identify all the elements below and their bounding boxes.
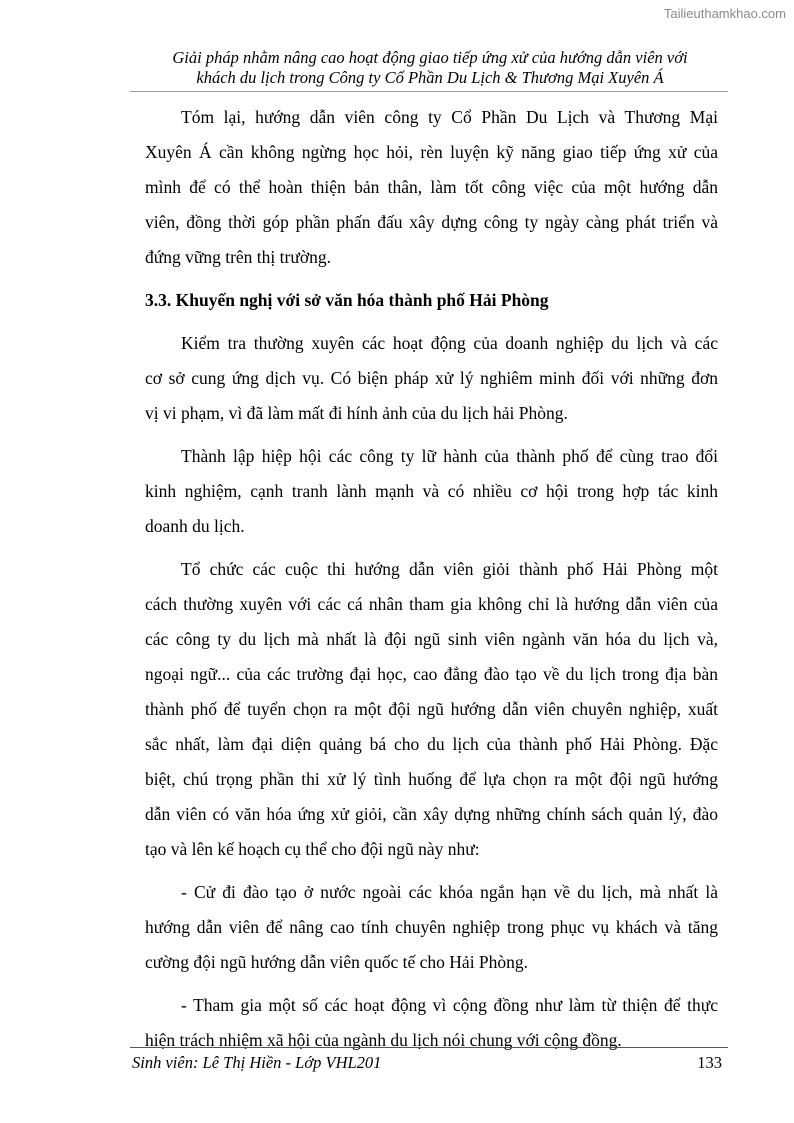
- document-body: [145, 100, 718, 1066]
- paragraph: [145, 552, 718, 867]
- footer: [132, 1053, 722, 1073]
- text-line: đứng vững trên thị trường.: [145, 247, 331, 267]
- page-number: 133: [697, 1053, 722, 1072]
- text-line: vị vi phạm, vì đã làm mất đi hính ảnh của du lịch hải Phòng.: [145, 403, 568, 423]
- text-line: hiện trách nhiệm xã hội của ngành du lịch nói chung với cộng đồng.: [145, 1030, 622, 1050]
- paragraph: [145, 875, 718, 980]
- text-line: Kiểm tra thường xuyên các hoạt động của doanh nghiệp du lịch và các: [181, 333, 718, 353]
- text-line: cách thường xuyên với các cá nhân tham gia không chỉ là hướng dẫn viên của: [145, 594, 718, 614]
- text-line: doanh du lịch.: [145, 516, 245, 536]
- text-line: - Tham gia một số các hoạt động vì cộng đồng như làm từ thiện để thực: [181, 995, 718, 1015]
- footer-student: Sinh viên: Lê Thị Hiền - Lớp VHL201: [132, 1053, 382, 1072]
- text-line: dẫn viên có văn hóa ứng xử giỏi, cần xây dựng những chính sách quản lý, đào: [145, 804, 718, 824]
- text-line: thành phố để tuyển chọn ra một đội ngũ hướng dẫn viên chuyên nghiệp, xuất: [145, 699, 718, 719]
- text-line: Xuyên Á cần không ngừng học hỏi, rèn luyện kỹ năng giao tiếp ứng xử của: [145, 142, 718, 162]
- text-line: hướng dẫn viên để nâng cao tính chuyên nghiệp trong phục vụ khách và tăng: [145, 917, 718, 937]
- header-line-2: khách du lịch trong Công ty Cổ Phần Du Lịch & Thương Mại Xuyên Á: [196, 68, 664, 87]
- text-line: cường đội ngũ hướng dẫn viên quốc tế cho Hải Phòng.: [145, 952, 529, 972]
- text-line: Thành lập hiệp hội các công ty lữ hành của thành phố để cùng trao đổi: [181, 446, 718, 466]
- footer-divider: [130, 1047, 728, 1048]
- text-line: Tóm lại, hướng dẫn viên công ty Cổ Phần Du Lịch và Thương Mại: [181, 107, 718, 127]
- text-line: Tổ chức các cuộc thi hướng dẫn viên giỏi thành phố Hải Phòng một: [181, 559, 718, 579]
- text-line: biệt, chú trọng phần thi xử lý tình huống để lựa chọn ra một đội ngũ hướng: [145, 769, 718, 789]
- text-line: - Cử đi đào tạo ở nước ngoài các khóa ngắn hạn về du lịch, mà nhất là: [181, 882, 718, 902]
- watermark: Tailieuthamkhao.com: [663, 6, 786, 21]
- section-heading: 3.3. Khuyến nghị với sở văn hóa thành phố Hải Phòng: [145, 290, 549, 310]
- header-divider: [130, 91, 728, 92]
- header-line-1: Giải pháp nhằm nâng cao hoạt động giao tiếp ứng xử của hướng dẫn viên với: [172, 48, 688, 67]
- paragraph: [145, 439, 718, 544]
- text-line: viên, đồng thời góp phần phấn đấu xây dựng công ty ngày càng phát triển và: [145, 212, 718, 232]
- text-line: kinh nghiệm, cạnh tranh lành mạnh và có nhiều cơ hội trong hợp tác kinh: [145, 481, 718, 501]
- paragraph: [145, 326, 718, 431]
- running-header: [130, 48, 730, 88]
- text-line: sắc nhất, làm đại diện quảng bá cho du lịch của thành phố Hải Phòng. Đặc: [145, 734, 718, 754]
- text-line: các công ty du lịch mà nhất là đội ngũ sinh viên ngành văn hóa du lịch và,: [145, 629, 718, 649]
- paragraph: [145, 100, 718, 275]
- text-line: mình để có thể hoàn thiện bản thân, làm tốt công việc của một hướng dẫn: [145, 177, 718, 197]
- text-line: ngoại ngữ... của các trường đại học, cao đẳng đào tạo về du lịch trong địa bàn: [145, 664, 718, 684]
- text-line: tạo và lên kế hoạch cụ thể cho đội ngũ này như:: [145, 839, 480, 859]
- text-line: cơ sở cung ứng dịch vụ. Có biện pháp xử lý nghiêm minh đối với những đơn: [145, 368, 718, 388]
